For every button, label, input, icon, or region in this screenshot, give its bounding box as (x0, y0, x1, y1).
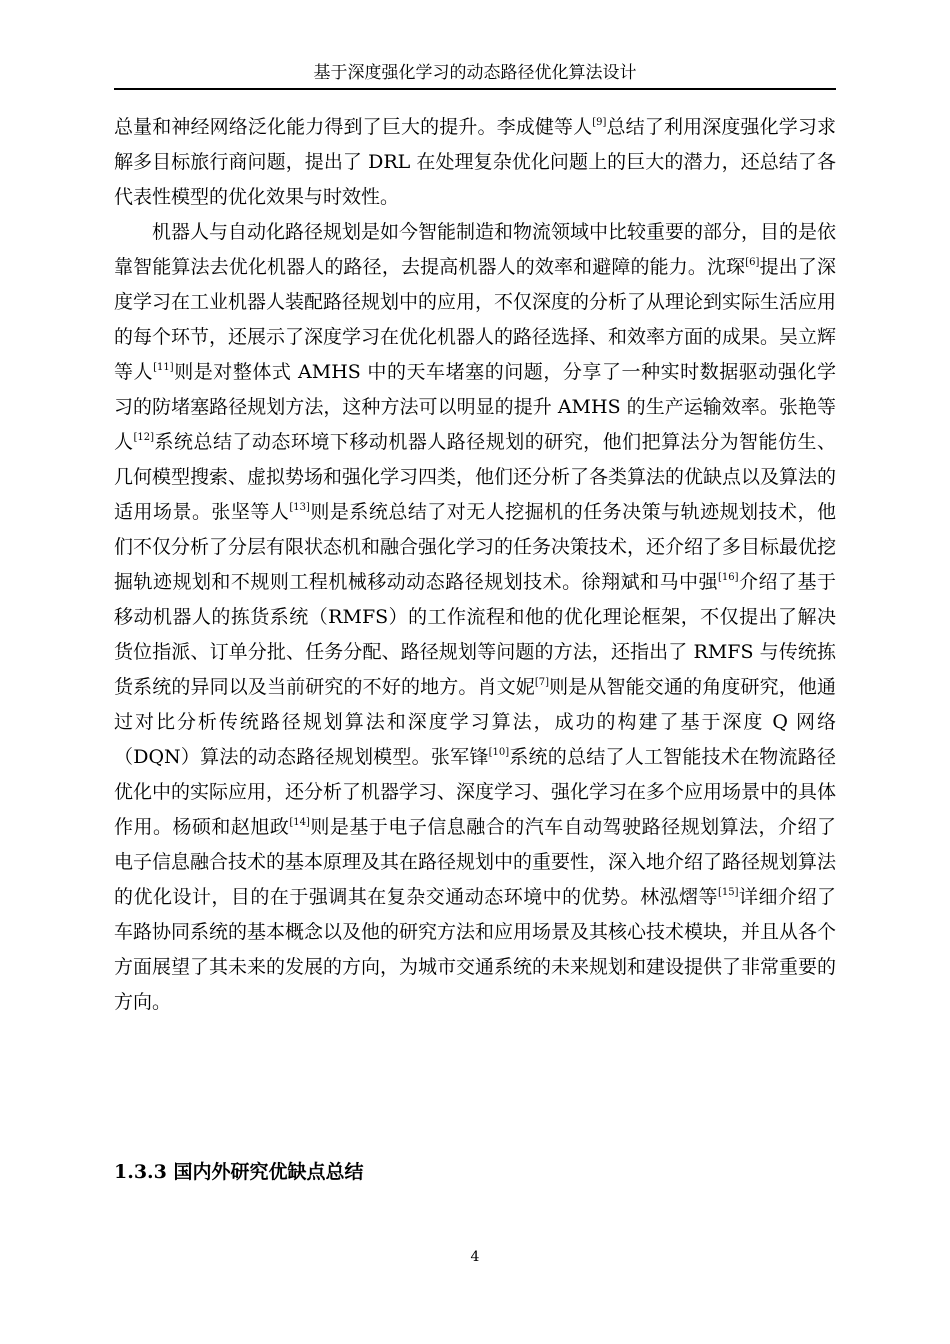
citation-ref: [10] (488, 747, 510, 758)
paragraph-2-text-2: 提出了深度学习在工业机器人装配路径规划中的应用，不仅深度的分析了从理论到实际生活应用的每个环节，还展示了深度学习在优化机器人的路径选择、和效率方面的成果。吴立辉等人 (114, 256, 837, 383)
paragraph-1-text-2: 总结了利用深度强化学习求解多目标旅行商问题，提出了 DRL 在处理复杂优化问题上的巨大的潜力，还总结了各代表性模型的优化效果与时效性。 (114, 116, 836, 208)
paragraph-2-text-10: 详细介绍了车路协同系统的基本概念以及他的研究方法和应用场景及其核心技术模块，并且从各个方面展望了其未来的发展的方向，为城市交通系统的未来规划和建设提供了非常重要的方向。 (114, 886, 837, 1013)
paragraph-2-text-1: 机器人与自动化路径规划是如今智能制造和物流领域中比较重要的部分，目的是依靠智能算法去优化机器人的路径，去提高机器人的效率和避障的能力。沈琛 (114, 221, 837, 278)
citation-ref: [6] (745, 257, 760, 268)
citation-ref: [9] (592, 117, 607, 128)
citation-ref: [11] (153, 362, 174, 373)
paragraph-2-text-5: 则是系统总结了对无人挖掘机的任务决策与轨迹规划技术，他们不仅分析了分层有限状态机和融合强化学习的任务决策技术，还介绍了多目标最优挖掘轨迹规划和不规则工程机械移动动态路径规划技术。徐翔斌和马中强 (114, 501, 837, 593)
header-rule (114, 88, 836, 90)
paragraph-2-text-9: 则是基于电子信息融合的汽车自动驾驶路径规划算法，介绍了电子信息融合技术的基本原理及其在路径规划中的重要性，深入地介绍了路径规划算法的优化设计，目的在于强调其在复杂交通动态环境中的优势。林泓熠等 (114, 816, 837, 908)
paragraph-2 (114, 215, 836, 1020)
running-header: 基于深度强化学习的动态路径优化算法设计 (313, 63, 637, 83)
citation-ref: [15] (718, 887, 739, 898)
page-number: 4 (470, 1249, 480, 1265)
body-text (114, 110, 836, 1020)
paragraph-2-text-4: 系统总结了动态环境下移动机器人路径规划的研究，他们把算法分为智能仿生、几何模型搜索、虚拟势场和强化学习四类，他们还分析了各类算法的优缺点以及算法的适用场景。张坚等人 (114, 431, 837, 523)
section-heading: 1.3.3 国内外研究优缺点总结 (114, 1161, 364, 1183)
paragraph-2-text-3: 则是对整体式 AMHS 中的天车堵塞的问题，分享了一种实时数据驱动强化学习的防堵塞路径规划方法，这种方法可以明显的提升 AMHS 的生产运输效率。张艳等人 (114, 361, 836, 453)
paragraph-2-text-7: 则是从智能交通的角度研究，他通过对比分析传统路径规划算法和深度学习算法，成功的构建了基于深度 Q 网络（DQN）算法的动态路径规划模型。张军锋 (114, 676, 836, 768)
paragraph-2-text-6: 介绍了基于移动机器人的拣货系统（RMFS）的工作流程和他的优化理论框架，不仅提出了解决货位指派、订单分批、任务分配、路径规划等问题的方法，还指出了 RMFS 与传统拣货系统的异同以及当前研究的不好的地方。肖文妮 (114, 571, 836, 698)
paragraph-1-text-1: 总量和神经网络泛化能力得到了巨大的提升。李成健等人 (114, 116, 593, 138)
citation-ref: [16] (718, 572, 739, 583)
citation-ref: [7] (534, 677, 550, 688)
paragraph-2-text-8: 系统的总结了人工智能技术在物流路径优化中的实际应用，还分析了机器学习、深度学习、强化学习在多个应用场景中的具体作用。杨硕和赵旭政 (114, 746, 837, 838)
paragraph-1 (114, 110, 836, 215)
citation-ref: [14] (289, 817, 310, 828)
citation-ref: [12] (133, 432, 155, 443)
citation-ref: [13] (289, 502, 310, 513)
